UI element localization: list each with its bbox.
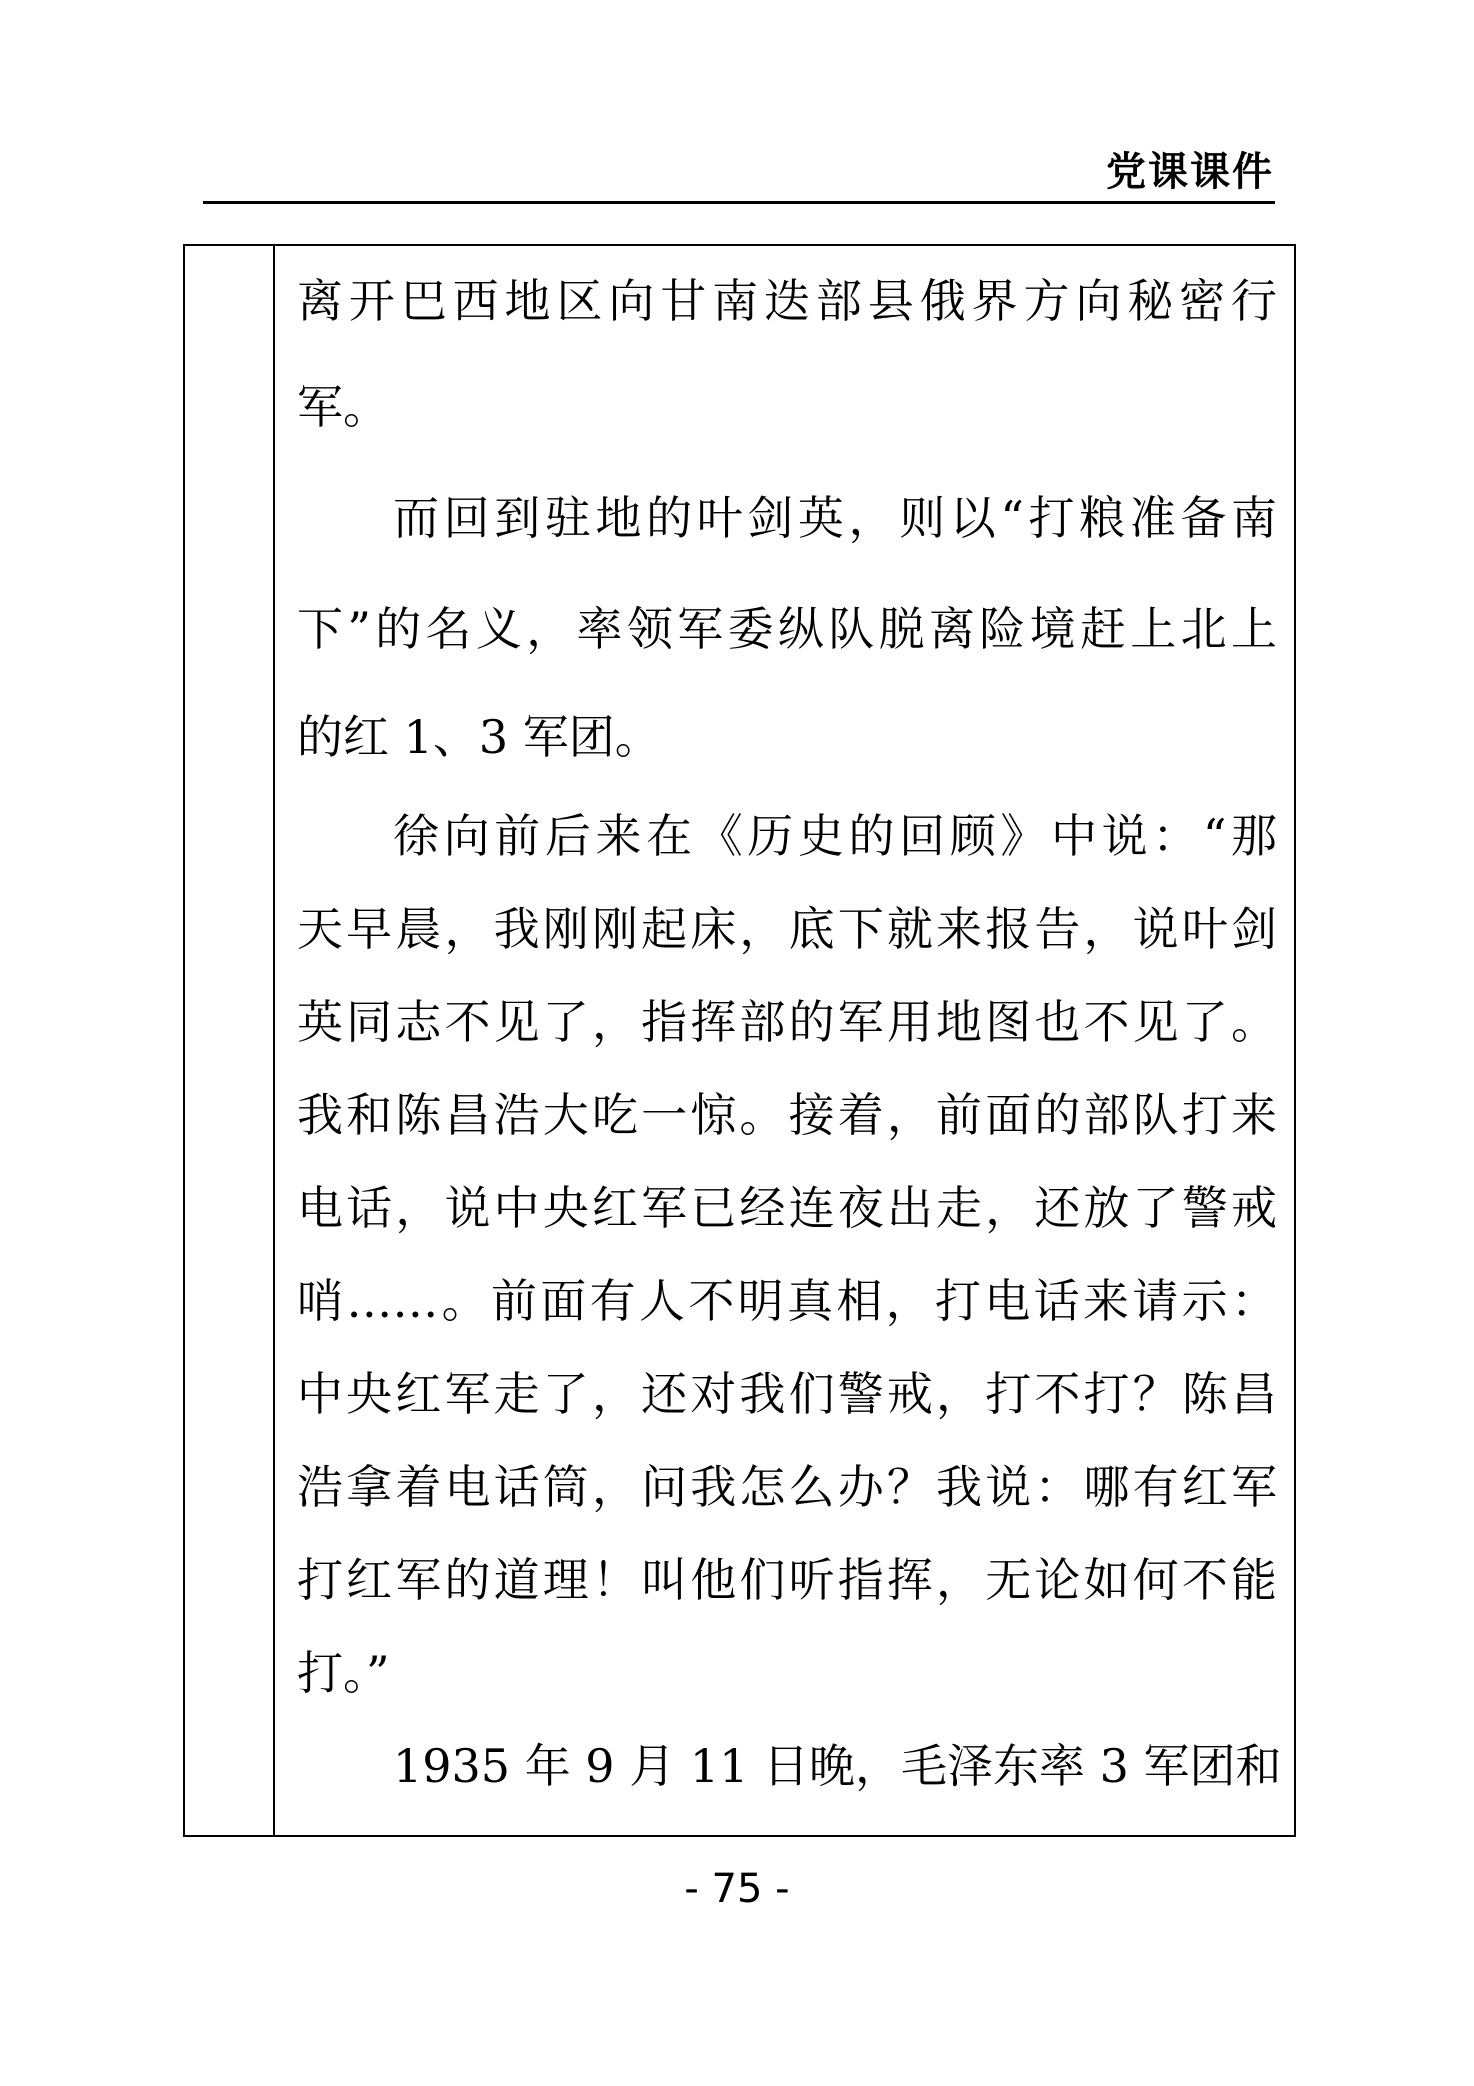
text-line: 浩拿着电话筒，问我怎么办？我说：哪有红军 — [297, 1460, 1277, 1514]
text-line: 下”的名义，率领军委纵队脱离险境赶上北上 — [297, 602, 1277, 656]
text-line: 中央红军走了，还对我们警戒，打不打？陈昌 — [297, 1367, 1277, 1421]
text-line: 军。 — [297, 380, 389, 434]
paragraph-start-line: 1935 年 9 月 11 日晚，毛泽东率 3 军团和 — [393, 1739, 1282, 1793]
text-line: 英同志不见了，指挥部的军用地图也不见了。 — [297, 995, 1277, 1049]
paragraph-start-line: 徐向前后来在《历史的回顾》中说：“那 — [393, 809, 1277, 863]
text-line: 电话，说中央红军已经连夜出走，还放了警戒 — [297, 1181, 1277, 1235]
header-rule — [203, 201, 1275, 204]
paragraph-start-line: 而回到驻地的叶剑英，则以“打粮准备南 — [393, 491, 1277, 545]
text-line: 打红军的道理！叫他们听指挥，无论如何不能 — [297, 1553, 1277, 1607]
body-text — [297, 250, 1282, 1813]
text-line: 离开巴西地区向甘南迭部县俄界方向秘密行 — [297, 274, 1277, 328]
page-number: - 75 - — [684, 1866, 790, 1912]
text-line: 哨……。前面有人不明真相，打电话来请示： — [297, 1274, 1277, 1328]
text-line: 打。” — [297, 1646, 390, 1700]
table-column-divider — [273, 244, 275, 1837]
text-line: 我和陈昌浩大吃一惊。接着，前面的部队打来 — [297, 1088, 1277, 1142]
header-title: 党课课件 — [1106, 149, 1274, 195]
text-line: 天早晨，我刚刚起床，底下就来报告，说叶剑 — [297, 902, 1277, 956]
text-line: 的红 1、3 军团。 — [297, 710, 661, 764]
